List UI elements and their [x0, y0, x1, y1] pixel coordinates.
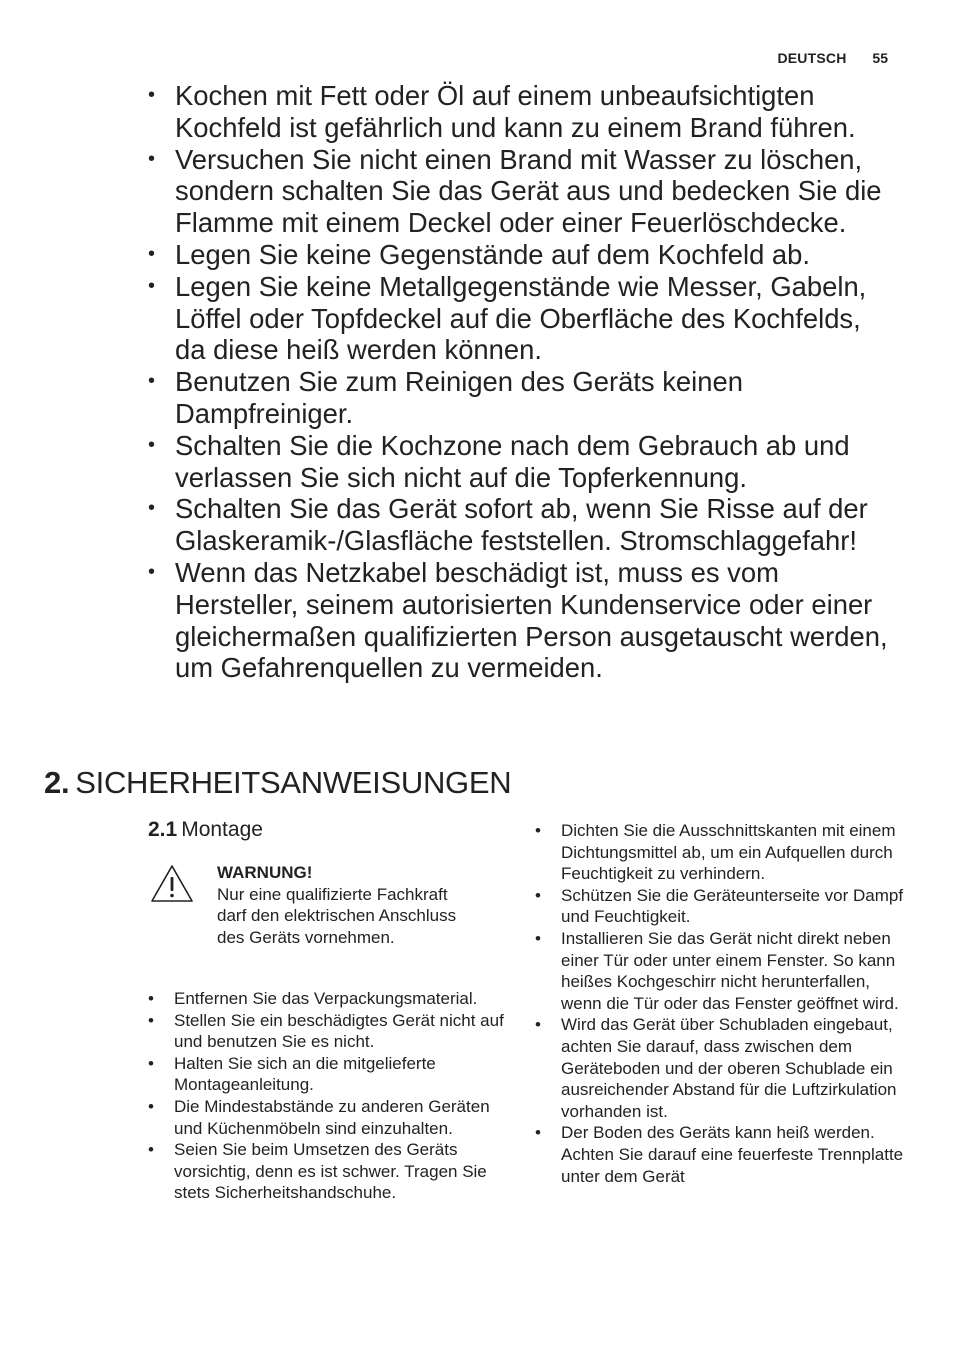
warning-text: Nur eine qualifizierte Fachkraft darf den elektrischen Anschluss des Geräts vornehmen.: [217, 884, 457, 947]
list-item: • Legen Sie keine Metallgegenstände wie Messer, Gabeln, Löffel oder Topfdeckel auf die Oberfläche des Kochfelds, da diese heiß werden können.: [148, 270, 867, 366]
bullet-icon: •: [148, 1053, 154, 1073]
bullet-icon: •: [148, 433, 156, 456]
subsection-heading: [148, 818, 263, 842]
bullet-icon: •: [148, 1140, 154, 1160]
warning-title: WARNUNG!: [217, 863, 313, 882]
list-item: • Schalten Sie das Gerät sofort ab, wenn Sie Risse auf der Glaskeramik-/Glasfläche feststellen. Stromschlaggefahr!: [148, 493, 868, 557]
list-item: • Schützen Sie die Geräteunterseite vor Dampf und Feuchtigkeit.: [535, 885, 904, 927]
bullet-icon: •: [535, 1123, 541, 1143]
list-item: • Seien Sie beim Umsetzen des Geräts vorsichtig, denn es ist schwer. Tragen Sie stets Sicherheitshandschuhe.: [148, 1140, 487, 1203]
bullet-icon: •: [148, 560, 156, 583]
list-item: • Schalten Sie die Kochzone nach dem Gebrauch ab und verlassen Sie sich nicht auf die Topferkennung.: [148, 429, 850, 493]
subsection-title: Montage: [181, 818, 263, 841]
list-item: • Halten Sie sich an die mitgelieferte Montageanleitung.: [148, 1053, 436, 1095]
section-title: SICHERHEITSANWEISUNGEN: [75, 765, 512, 800]
header-language: DEUTSCH: [777, 50, 847, 66]
list-item: • Installieren Sie das Gerät nicht direkt neben einer Tür oder unter einem Fenster. So kann heißes Kochgeschirr nicht herunterfallen, wenn die Tür oder das Fenster geöffnet wird.: [535, 928, 899, 1013]
page-number: 55: [872, 50, 888, 66]
bullet-icon: •: [148, 497, 156, 520]
list-item: • Die Mindestabstände zu anderen Geräten und Küchenmöbeln sind einzuhalten.: [148, 1096, 490, 1138]
list-item: • Der Boden des Geräts kann heiß werden. Achten Sie darauf eine feuerfeste Trennplatte unter dem Gerät: [535, 1123, 904, 1186]
list-item: • Kochen mit Fett oder Öl auf einem unbeaufsichtigten Kochfeld ist gefährlich und kann zu einem Brand führen.: [148, 80, 856, 143]
montage-list-right: [535, 820, 905, 1187]
bullet-icon: •: [148, 370, 156, 393]
bullet-icon: •: [148, 1096, 154, 1116]
montage-list-left: [148, 988, 508, 1204]
list-item: • Wird das Gerät über Schubladen eingebaut, achten Sie darauf, dass zwischen dem Geräteboden und der oberen Schublade ein ausreichender Abstand für die Luftzirkulation vorhanden ist.: [535, 1015, 897, 1121]
section-number: 2.: [44, 765, 70, 800]
list-item: • Entfernen Sie das Verpackungsmaterial.: [148, 989, 478, 1008]
bullet-icon: •: [535, 1015, 541, 1035]
bullet-icon: •: [148, 242, 156, 265]
bullet-icon: •: [148, 84, 156, 106]
bullet-icon: •: [148, 274, 156, 297]
bullet-icon: •: [535, 928, 541, 948]
list-item: • Legen Sie keine Gegenstände auf dem Kochfeld ab.: [148, 238, 811, 270]
list-item: • Benutzen Sie zum Reinigen des Geräts keinen Dampfreiniger.: [148, 366, 743, 429]
safety-bullet-list: [148, 80, 893, 684]
warning-box: [217, 862, 467, 948]
list-item: • Dichten Sie die Ausschnittskanten mit einem Dichtungsmittel ab, um ein Aufquellen durch Feuchtigkeit zu verhindern.: [535, 821, 896, 884]
bullet-icon: •: [148, 989, 154, 1008]
subsection-number: 2.1: [148, 818, 178, 841]
list-item: • Versuchen Sie nicht einen Brand mit Wasser zu löschen, sondern schalten Sie das Gerät aus und bedecken Sie die Flamme mit einem Deckel oder einer Feuerlöschdecke.: [148, 143, 882, 239]
bullet-icon: •: [535, 885, 541, 905]
list-item: • Wenn das Netzkabel beschädigt ist, muss es vom Hersteller, seinem autorisierten Kundenservice oder einer gleichermaßen qualifizierten Person ausgetauscht werden, um Gefahrenquellen zu vermeiden.: [148, 556, 888, 684]
page-header: [777, 50, 888, 66]
bullet-icon: •: [148, 147, 156, 170]
section-heading: [44, 765, 511, 801]
bullet-icon: •: [148, 1010, 154, 1030]
list-item: • Stellen Sie ein beschädigtes Gerät nicht auf und benutzen Sie es nicht.: [148, 1010, 504, 1052]
warning-triangle-icon: [150, 864, 194, 904]
bullet-icon: •: [535, 821, 541, 840]
